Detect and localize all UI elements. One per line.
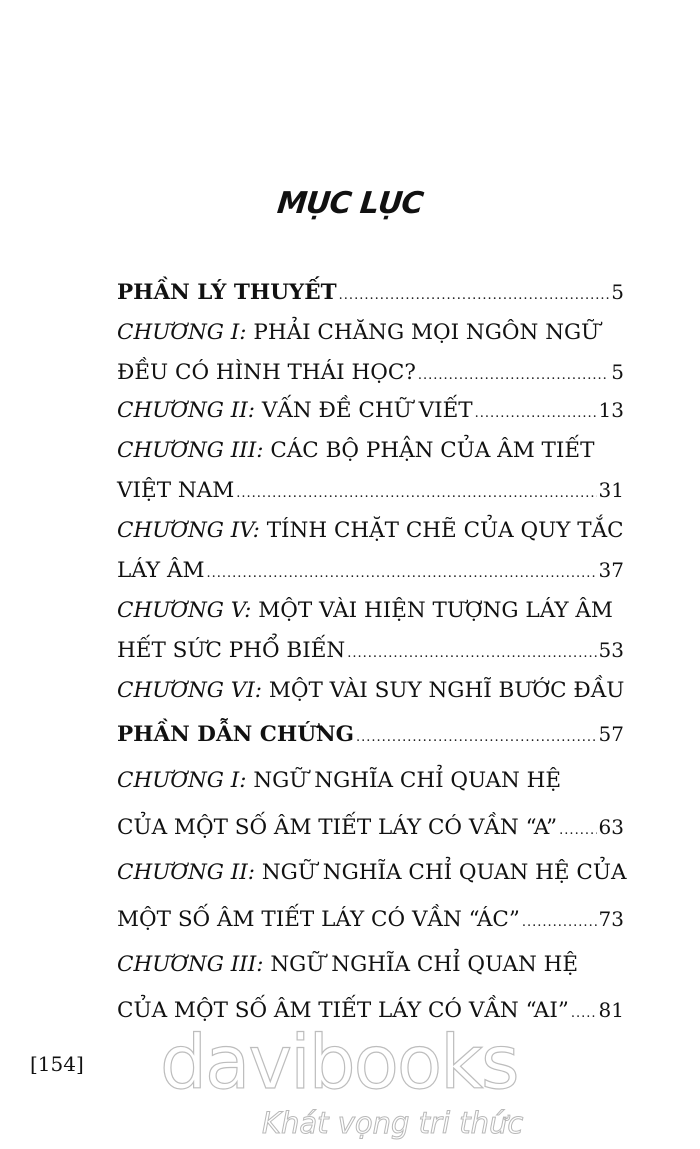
toc-entry xyxy=(117,518,624,552)
toc-entry xyxy=(117,638,624,672)
toc-entry xyxy=(117,398,624,432)
toc-entry xyxy=(117,768,624,802)
toc-entry-text: TÍNH CHẶT CHẼ CỦA QUY TẮC xyxy=(259,518,624,543)
toc-entry xyxy=(117,907,624,941)
dot-leader xyxy=(475,406,597,421)
dot-leader xyxy=(418,368,609,383)
toc-page-number: 13 xyxy=(598,398,624,422)
dot-leader xyxy=(559,823,596,838)
toc-entry-text: MỘT VÀI HIỆN TƯỢNG LÁY ÂM xyxy=(251,598,613,623)
toc-entry-text: CỦA MỘT SỐ ÂM TIẾT LÁY CÓ VẦN “A” xyxy=(117,815,558,840)
toc-entry-text: PHẢI CHĂNG MỌI NGÔN NGỮ xyxy=(246,320,600,345)
toc-page-number: 31 xyxy=(598,478,624,502)
toc-entry-text: MỘT SỐ ÂM TIẾT LÁY CÓ VẦN “ÁC” xyxy=(117,907,520,932)
toc-page-number: 37 xyxy=(598,558,624,582)
toc-entry xyxy=(117,860,627,894)
chapter-label: CHƯƠNG II: xyxy=(117,398,255,423)
toc-entry-text: NGỮ NGHĨA CHỈ QUAN HỆ xyxy=(263,952,579,977)
toc-page-number: 5 xyxy=(611,360,624,384)
dot-leader xyxy=(207,566,597,581)
toc-entry-text: VẤN ĐỀ CHỮ VIẾT xyxy=(255,398,473,423)
toc-entry-text: LÁY ÂM xyxy=(117,558,205,583)
toc-page-number: 63 xyxy=(598,815,624,839)
toc-entry xyxy=(117,438,624,472)
page-title: MỤC LỤC xyxy=(275,186,425,221)
toc-page-number: 5 xyxy=(611,280,624,304)
chapter-label: CHƯƠNG I: xyxy=(117,768,247,793)
toc-entry-text: MỘT VÀI SUY NGHĨ BƯỚC ĐẦU xyxy=(262,678,625,703)
watermark-brand: davibooks xyxy=(160,1020,518,1106)
dot-leader xyxy=(236,486,596,501)
chapter-label: CHƯƠNG VI: xyxy=(117,678,263,703)
toc-entry xyxy=(117,320,624,354)
toc-entry xyxy=(117,598,624,632)
toc-entry xyxy=(117,722,624,756)
toc-entry-text: HẾT SỨC PHỔ BIẾN xyxy=(117,638,346,663)
chapter-label: CHƯƠNG II: xyxy=(117,860,255,885)
chapter-label: CHƯƠNG I: xyxy=(117,320,247,345)
toc-entry xyxy=(117,558,624,592)
toc-entry-text: PHẦN LÝ THUYẾT xyxy=(117,280,337,305)
dot-leader xyxy=(571,1006,597,1021)
dot-leader xyxy=(522,915,597,930)
chapter-label: CHƯƠNG IV: xyxy=(117,518,260,543)
chapter-label: CHƯƠNG III: xyxy=(117,952,264,977)
toc-entry-text: NGỮ NGHĨA CHỈ QUAN HỆ xyxy=(246,768,562,793)
toc-entry-text: NGỮ NGHĨA CHỈ QUAN HỆ CỦA xyxy=(255,860,627,885)
dot-leader xyxy=(356,730,597,745)
toc-page-number: 57 xyxy=(598,722,624,746)
toc-entry xyxy=(117,360,624,394)
toc-entry-text: VIỆT NAM xyxy=(117,478,235,503)
toc-entry xyxy=(117,815,624,849)
toc-entry xyxy=(117,952,624,986)
toc-entry-text: PHẦN DẪN CHỨNG xyxy=(117,722,354,747)
toc-entry xyxy=(117,678,624,712)
watermark-tagline: Khát vọng tri thức xyxy=(262,1106,524,1140)
toc-entry-text: CÁC BỘ PHẬN CỦA ÂM TIẾT xyxy=(263,438,595,463)
chapter-label: CHƯƠNG III: xyxy=(117,438,264,463)
page-number: [154] xyxy=(30,1052,84,1076)
dot-leader xyxy=(339,288,610,303)
toc-page-number: 53 xyxy=(598,638,624,662)
toc-entry xyxy=(117,280,624,314)
dot-leader xyxy=(347,646,596,661)
chapter-label: CHƯƠNG V: xyxy=(117,598,252,623)
toc-page-number: 81 xyxy=(598,998,624,1022)
toc-entry-text: ĐỀU CÓ HÌNH THÁI HỌC? xyxy=(117,360,416,385)
toc-page-number: 73 xyxy=(598,907,624,931)
toc-entry-text: CỦA MỘT SỐ ÂM TIẾT LÁY CÓ VẦN “AI” xyxy=(117,998,569,1023)
toc-entry xyxy=(117,478,624,512)
